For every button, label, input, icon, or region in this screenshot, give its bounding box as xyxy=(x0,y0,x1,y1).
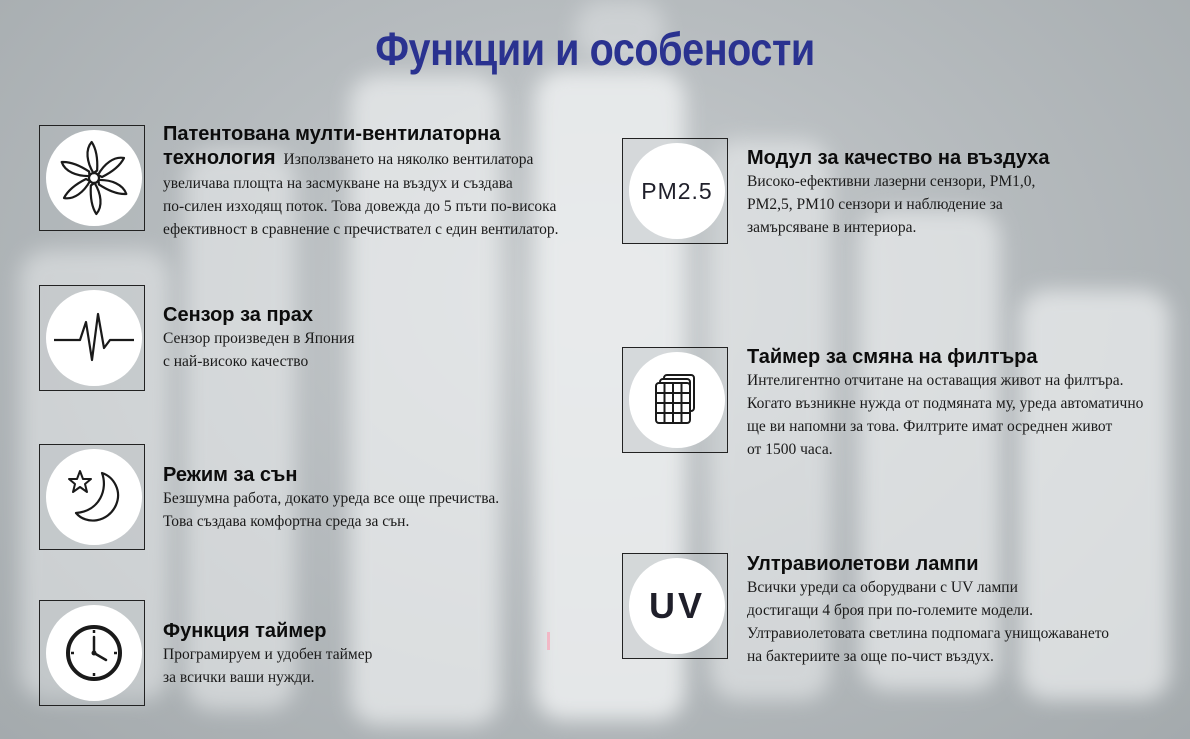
feature-uv-desc-line: на бактериите за още по-чист въздух. xyxy=(747,648,994,665)
feature-air-heading: Модул за качество на въздуха xyxy=(747,147,1050,169)
feature-timer-desc-line: за всички ваши нужди. xyxy=(163,669,315,686)
feature-sleep-desc-line: Това създава комфортна среда за сън. xyxy=(163,513,410,530)
filter-icon-box xyxy=(622,347,728,453)
feature-fan-desc-inline: Използването на няколко вентилатора xyxy=(283,151,534,168)
uv-icon: UV xyxy=(648,585,705,626)
page-title: Функции и особености xyxy=(375,23,815,75)
feature-uv-heading: Ултравиолетови лампи xyxy=(747,553,979,575)
feature-dust-desc-line: Сензор произведен в Япония xyxy=(163,330,355,347)
cursor-marker xyxy=(547,632,550,650)
clock-icon-box xyxy=(39,600,145,706)
fan-icon xyxy=(56,140,132,216)
clock-icon xyxy=(56,615,132,691)
feature-timer xyxy=(163,619,372,689)
feature-fan-heading-line1: Патентована мулти-вентилаторна xyxy=(163,123,501,145)
uv-icon-circle xyxy=(629,558,725,654)
pulse-icon xyxy=(52,308,136,368)
clock-icon-circle xyxy=(46,605,142,701)
feature-uv-desc-line: Ултравиолетовата светлина подпомага унищожаването xyxy=(747,625,1110,642)
moon-icon-circle xyxy=(46,449,142,545)
feature-fan-desc-line: ефективност в сравнение с пречиствател с един вентилатор. xyxy=(163,221,559,238)
filter-grid-icon xyxy=(642,365,712,435)
pm25-icon-box xyxy=(622,138,728,244)
feature-filter-desc-line: от 1500 часа. xyxy=(747,441,833,458)
feature-fan xyxy=(163,122,559,241)
feature-timer-heading: Функция таймер xyxy=(163,620,327,642)
feature-air xyxy=(747,146,1050,239)
pm25-icon: PM2.5 xyxy=(641,177,713,204)
feature-air-desc-line: PM2,5, PM10 сензори и наблюдение за xyxy=(747,196,1003,213)
feature-sleep-desc-line: Безшумна работа, докато уреда все още пречиства. xyxy=(163,490,500,507)
feature-dust-heading: Сензор за прах xyxy=(163,304,313,326)
feature-uv xyxy=(747,552,1109,668)
feature-fan-desc-line: по-силен изходящ поток. Това довежда до 5 пъти по-висока xyxy=(163,198,557,215)
pulse-icon-circle xyxy=(46,290,142,386)
feature-uv-desc-line: Всички уреди са оборудвани с UV лампи xyxy=(747,579,1018,596)
feature-air-desc-line: замърсяване в интериора. xyxy=(747,219,917,236)
pm25-icon-circle xyxy=(629,143,725,239)
feature-dust-desc-line: с най-високо качество xyxy=(163,353,309,370)
feature-fan-desc-line: увеличава площта на засмукване на въздух и създава xyxy=(163,175,513,192)
pulse-icon-box xyxy=(39,285,145,391)
moon-icon-box xyxy=(39,444,145,550)
filter-icon-circle xyxy=(629,352,725,448)
moon-star-icon xyxy=(56,459,132,535)
feature-dust xyxy=(163,303,354,373)
feature-filter-desc-line: Интелигентно отчитане на оставащия живот на филтъра. xyxy=(747,372,1124,389)
fan-icon-box xyxy=(39,125,145,231)
feature-filter-desc-line: ще ви напомни за това. Филтрите имат осреднен живот xyxy=(747,418,1113,435)
feature-filter-heading: Таймер за смяна на филтъра xyxy=(747,346,1038,368)
feature-fan-heading-text: технология xyxy=(163,147,276,169)
feature-timer-desc-line: Програмируем и удобен таймер xyxy=(163,646,373,663)
feature-filter-desc-line: Когато възникне нужда от подмяната му, уреда автоматично xyxy=(747,395,1144,412)
feature-sleep-heading: Режим за сън xyxy=(163,464,298,486)
fan-icon-circle xyxy=(46,130,142,226)
feature-filter xyxy=(747,345,1143,461)
uv-icon-box xyxy=(622,553,728,659)
feature-uv-desc-line: достигащи 4 броя при по-големите модели. xyxy=(747,602,1034,619)
feature-sleep xyxy=(163,463,499,533)
feature-fan-heading-line2 xyxy=(163,146,559,172)
feature-air-desc-line: Високо-ефективни лазерни сензори, PM1,0, xyxy=(747,173,1036,190)
